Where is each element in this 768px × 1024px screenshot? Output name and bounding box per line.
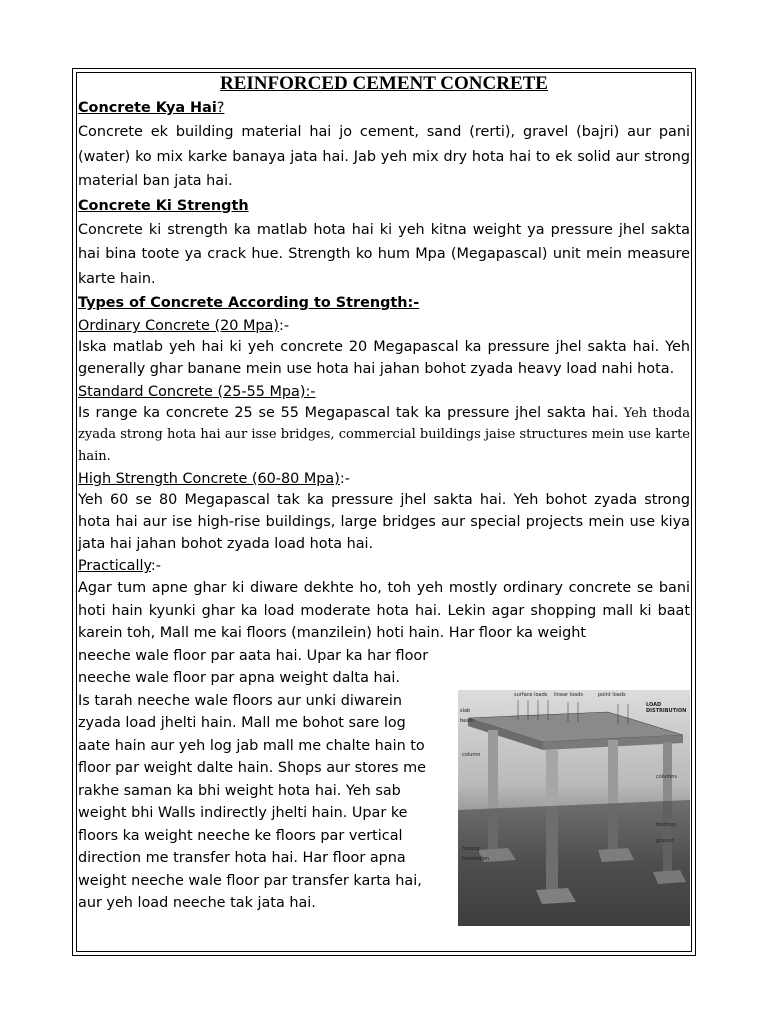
heading-standard-concrete: Standard Concrete (25-55 Mpa):- [78, 383, 316, 400]
figure-label: footing [462, 846, 480, 852]
figure-label: surface loads [514, 692, 548, 698]
figure-label: column [462, 752, 481, 758]
text-line: floors ka weight neeche ke floors par vertical [78, 827, 403, 844]
paragraph-concrete-kya-hai: Concrete ek building material hai jo cement, sand (rerti), gravel (bajri) aur pani (water) ko mix karke banaya jata hai. Jab yeh mix dry hota hai to ek solid aur strong material ban jata hai. [78, 124, 690, 189]
figure-label: footings [656, 822, 677, 828]
figure-label: linear loads [554, 692, 584, 698]
paragraph-standard-concrete: Is range ka concrete 25 se 55 Megapascal tak ka pressure jhel sakta hai. Yeh thoda zyada strong hota hai aur isse bridges, commercial buildings jaise structures mein use karte hain. [78, 404, 690, 465]
heading-concrete-ki-strength: Concrete Ki Strength [78, 197, 249, 214]
figure-label: slab [460, 708, 471, 714]
text-line: floor par weight dalte hain. Shops aur stores me [78, 760, 426, 777]
paragraph-ordinary-concrete: Iska matlab yeh hai ki yeh concrete 20 Megapascal ka pressure jhel sakta hai. Yeh generally ghar banane mein use hota hai jahan bohot zyada heavy load nahi hota. [78, 339, 690, 377]
text-line: aate hain aur yeh log jab mall me chalte hain to [78, 737, 425, 754]
figure-label: foundation [462, 856, 489, 862]
load-distribution-illustration [458, 690, 690, 926]
paragraph-concrete-ki-strength: Concrete ki strength ka matlab hota hai ki yeh kitna weight ya pressure jhel sakta hai bina toote ya crack hue. Strength ko hum Mpa (Megapascal) unit mein measure karte hain. [78, 221, 690, 287]
text-line: direction me transfer hota hai. Har floor apna [78, 850, 406, 867]
figure-label: point loads [598, 692, 626, 698]
heading-concrete-kya-hai: Concrete Kya Hai? [78, 100, 225, 116]
paragraph-practically-wrapped [78, 645, 458, 915]
text-line: aur yeh load neeche tak jata hai. [78, 895, 316, 912]
structure-diagram [458, 690, 690, 926]
text-line: rakhe saman ka bhi weight hota hai. Yeh sab [78, 782, 401, 799]
text-line: weight neeche wale floor par transfer karta hai, [78, 872, 422, 889]
heading-types-of-concrete: Types of Concrete According to Strength:- [78, 295, 420, 311]
text-line: Is tarah neeche wale floors aur unki diwarein [78, 692, 403, 709]
figure-label: columns [656, 774, 678, 780]
text-line: zyada load jhelti hain. Mall me bohot sare log [78, 715, 406, 732]
heading-ordinary-concrete: Ordinary Concrete (20 Mpa):- [78, 318, 290, 334]
figure-label: ground [656, 838, 674, 844]
paragraph-practically-intro: Agar tum apne ghar ki diware dekhte ho, toh yeh mostly ordinary concrete se bani hoti hain kyunki ghar ka load moderate hota hai. Lekin agar shopping mall ki baat karein toh, Mall me kai floors (manzilein) hoti hain. Har floor ka weight [78, 580, 690, 642]
page-title: REINFORCED CEMENT CONCRETE [220, 73, 548, 94]
figure-label: LOAD DISTRIBUTION [646, 702, 687, 714]
heading-high-strength-concrete: High Strength Concrete (60-80 Mpa):- [78, 470, 350, 487]
heading-practically: Practically:- [78, 558, 161, 575]
figure-label: beam [460, 718, 475, 724]
text-line: neeche wale floor par apna weight dalta hai. [78, 670, 400, 687]
paragraph-high-strength-concrete: Yeh 60 se 80 Megapascal tak ka pressure jhel sakta hai. Yeh bohot zyada strong hota hai aur ise high-rise buildings, large bridges aur special projects mein use kiya jata hai jahan bohot zyada load hota hai. [78, 491, 690, 552]
text-line: weight bhi Walls indirectly jhelti hain. Upar ke [78, 805, 408, 822]
text-line: neeche wale floor par aata hai. Upar ka har floor [78, 647, 429, 664]
